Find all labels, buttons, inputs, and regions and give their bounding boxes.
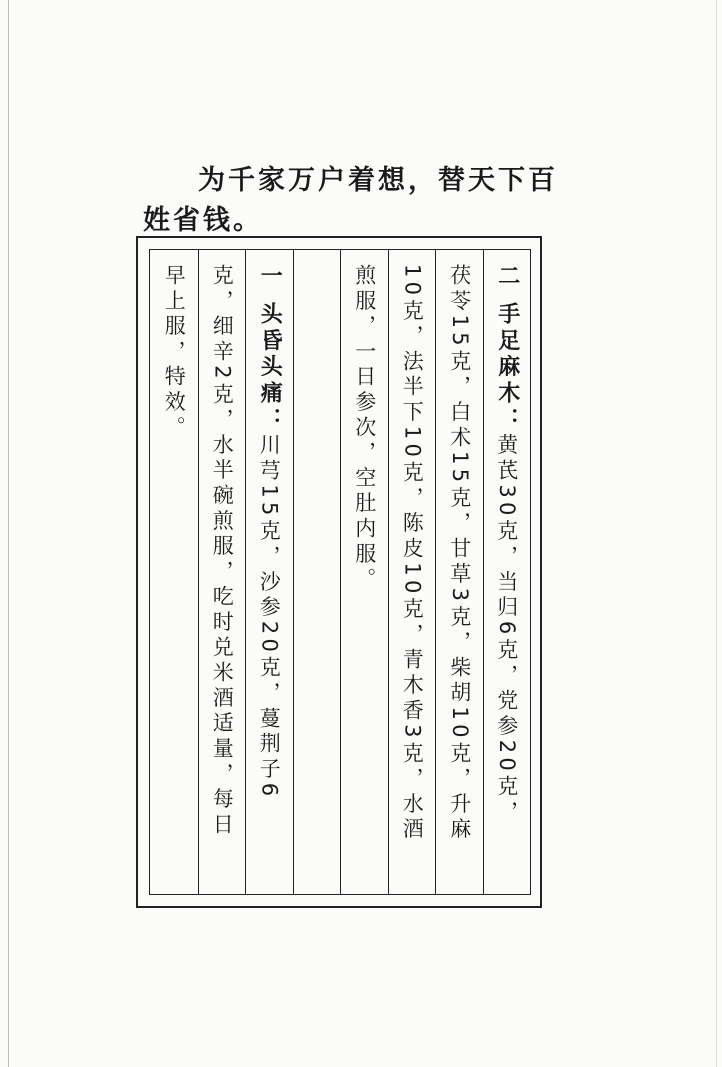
remedy-text: 克，细辛2克，水半碗煎服，吃时兑米酒适量，每日	[210, 264, 235, 839]
remedy-box	[136, 236, 542, 908]
remedy-text: 煎服，一日参次，空肚内服。	[352, 264, 377, 593]
remedy-title: 二 手足麻木：	[494, 264, 520, 434]
text-column	[340, 250, 388, 894]
remedy-text: 10克，法半下10克，陈皮10克，青木香3克，水酒	[400, 264, 425, 844]
text-column	[245, 250, 293, 894]
text-column	[435, 250, 483, 894]
remedy-text: 黄芪30克，当归6克，党参20克，	[494, 433, 519, 826]
page-edge-line	[8, 0, 9, 1067]
text-column	[150, 250, 198, 894]
page-edge-line	[716, 0, 717, 1067]
slogan-line-1: 为千家万户着想，替天下百	[198, 165, 558, 196]
remedy-title: 一 头昏头痛：	[257, 264, 283, 434]
text-column	[388, 250, 436, 894]
remedy-text: 茯苓15克，白术15克，甘草3克，柴胡10克，升麻	[447, 264, 472, 844]
text-column	[198, 250, 246, 894]
remedy-text: 川芎15克，沙参20克，蔓荆子6	[257, 433, 282, 801]
remedy-text: 早上服，特效。	[162, 264, 187, 442]
text-column	[483, 250, 531, 894]
empty-column	[293, 250, 341, 894]
slogan-line-2: 姓省钱。	[143, 205, 263, 236]
remedy-columns	[149, 249, 531, 895]
